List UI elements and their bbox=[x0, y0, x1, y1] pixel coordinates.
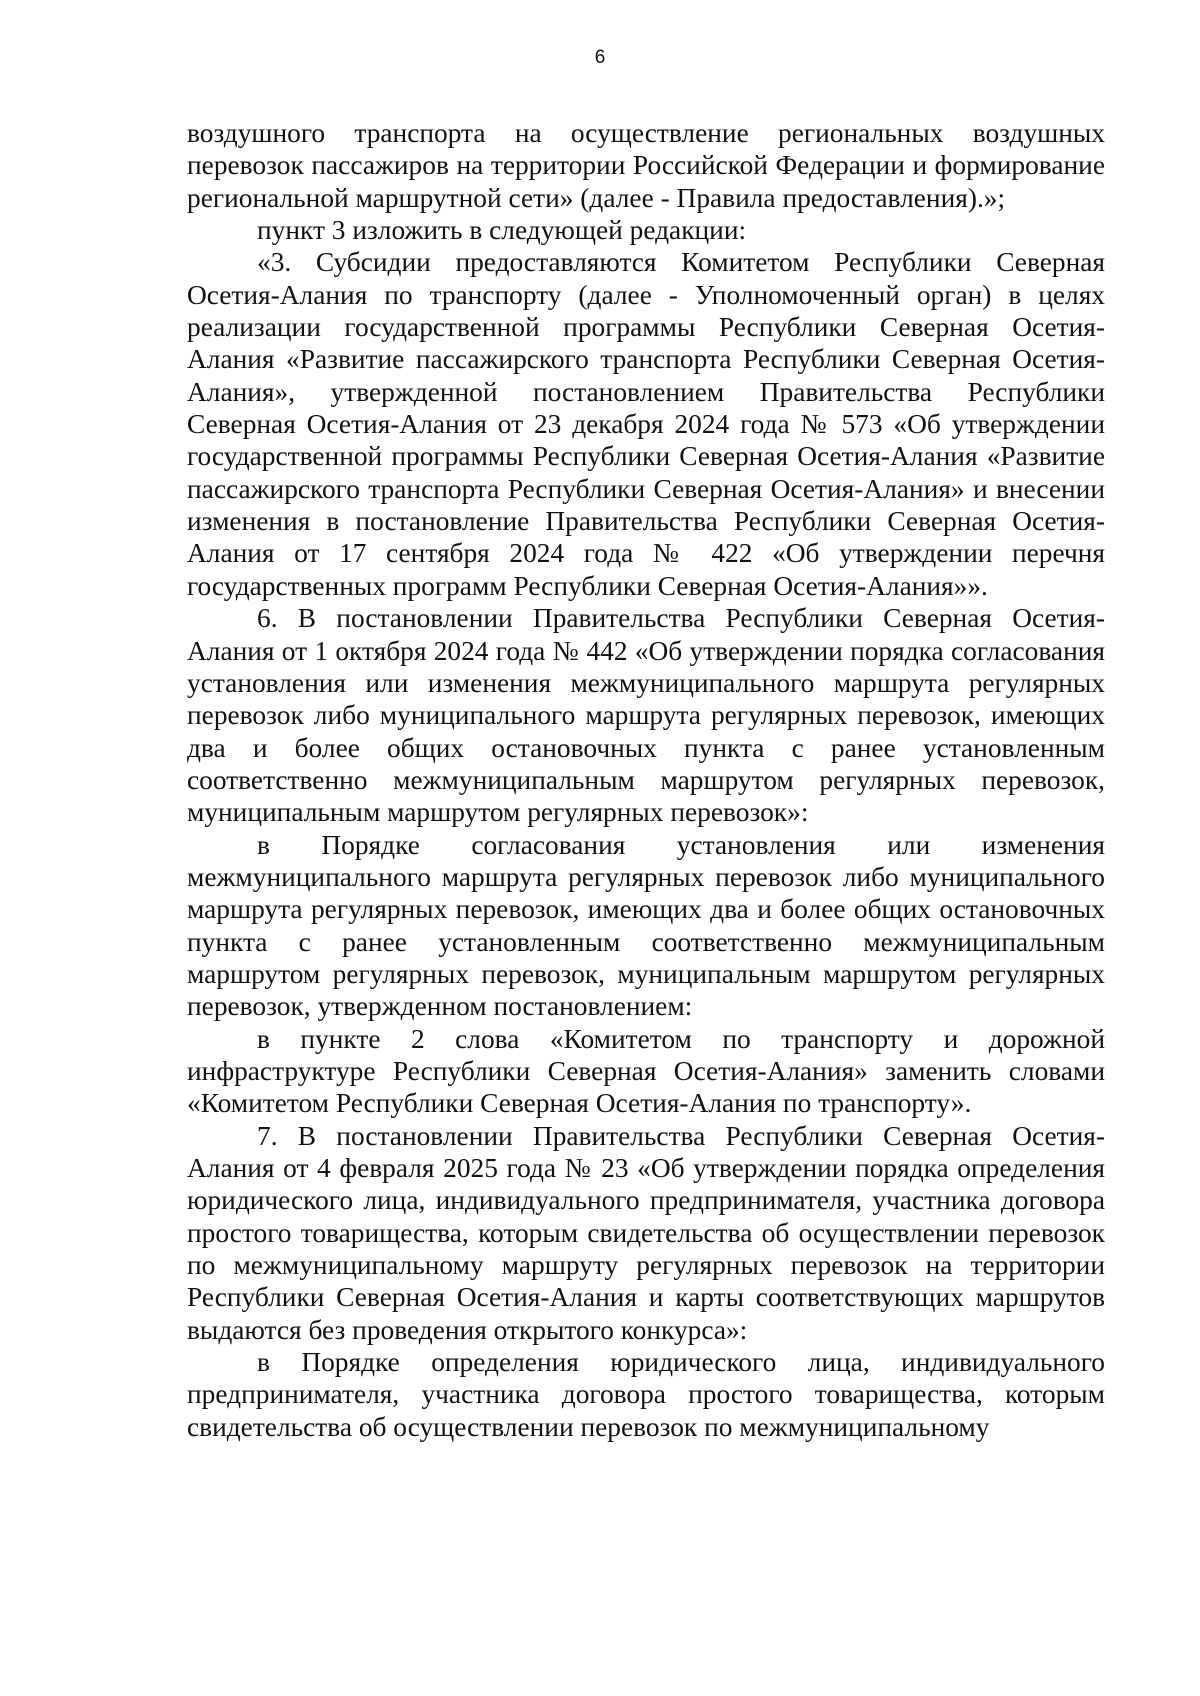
paragraph-item-6: 6. В постановлении Правительства Республики Северная Осетия-Алания от 1 октября 2024 года № 442 «Об утверждении порядка согласования установления или изменения межмуниципального маршрута регулярных перевозок либо муниципального маршрута регулярных перевозок, имеющих два и более общих остановочных пункта с ранее установленным соответственно межмуниципальным маршрутом регулярных перевозок, муниципальным маршрутом регулярных перевозок»: bbox=[187, 603, 1105, 828]
paragraph-point-3-text: «3. Субсидии предоставляются Комитетом Республики Северная Осетия-Алания по транспорту (далее - Уполномоченный орган) в целях реализации государственной программы Республики Северная Осетия-Алания «Развитие пассажирского транспорта Республики Северная Осетия-Алания», утвержденной постановлением Правительства Республики Северная Осетия-Алания от 23 декабря 2024 года № 573 «Об утверждении государственной программы Республики Северная Осетия-Алания «Развитие пассажирского транспорта Республики Северная Осетия-Алания» и внесении изменения в постановление Правительства Республики Северная Осетия-Алания от 17 сентября 2024 года № 422 «Об утверждении перечня государственных программ Республики Северная Осетия-Алания»». bbox=[187, 247, 1105, 601]
document-body bbox=[187, 117, 1105, 1443]
paragraph-item-7-order: в Порядке определения юридического лица, индивидуального предпринимателя, участника договора простого товарищества, которым свидетельства об осуществлении перевозок по межмуниципальному bbox=[187, 1347, 1105, 1442]
paragraph-item-6-point-2: в пункте 2 слова «Комитетом по транспорту и дорожной инфраструктуре Республики Северная Осетия-Алания» заменить словами «Комитетом Республики Северная Осетия-Алания по транспорту». bbox=[187, 1023, 1105, 1119]
paragraph-item-6-order: в Порядке согласования установления или изменения межмуниципального маршрута регулярных перевозок либо муниципального маршрута регулярных перевозок, имеющих два и более общих остановочных пункта с ранее установленным соответственно межмуниципальным маршрутом регулярных перевозок, муниципальным маршрутом регулярных перевозок, утвержденном постановлением: bbox=[187, 829, 1105, 1022]
paragraph-point-3-intro: пункт 3 изложить в следующей редакции: bbox=[257, 215, 747, 246]
page-number: 6 bbox=[594, 47, 606, 68]
paragraph-continuation: воздушного транспорта на осуществление региональных воздушных перевозок пассажиров на территории Российской Федерации и формирование региональной маршрутной сети» (далее - Правила предоставления).»; bbox=[187, 118, 1105, 213]
paragraph-item-7: 7. В постановлении Правительства Республики Северная Осетия-Алания от 4 февраля 2025 года № 23 «Об утверждении порядка определения юридического лица, индивидуального предпринимателя, участника договора простого товарищества, которым свидетельства об осуществлении перевозок по межмуниципальному маршруту регулярных перевозок на территории Республики Северная Осетия-Алания и карты соответствующих маршрутов выдаются без проведения открытого конкурса»: bbox=[187, 1120, 1105, 1345]
